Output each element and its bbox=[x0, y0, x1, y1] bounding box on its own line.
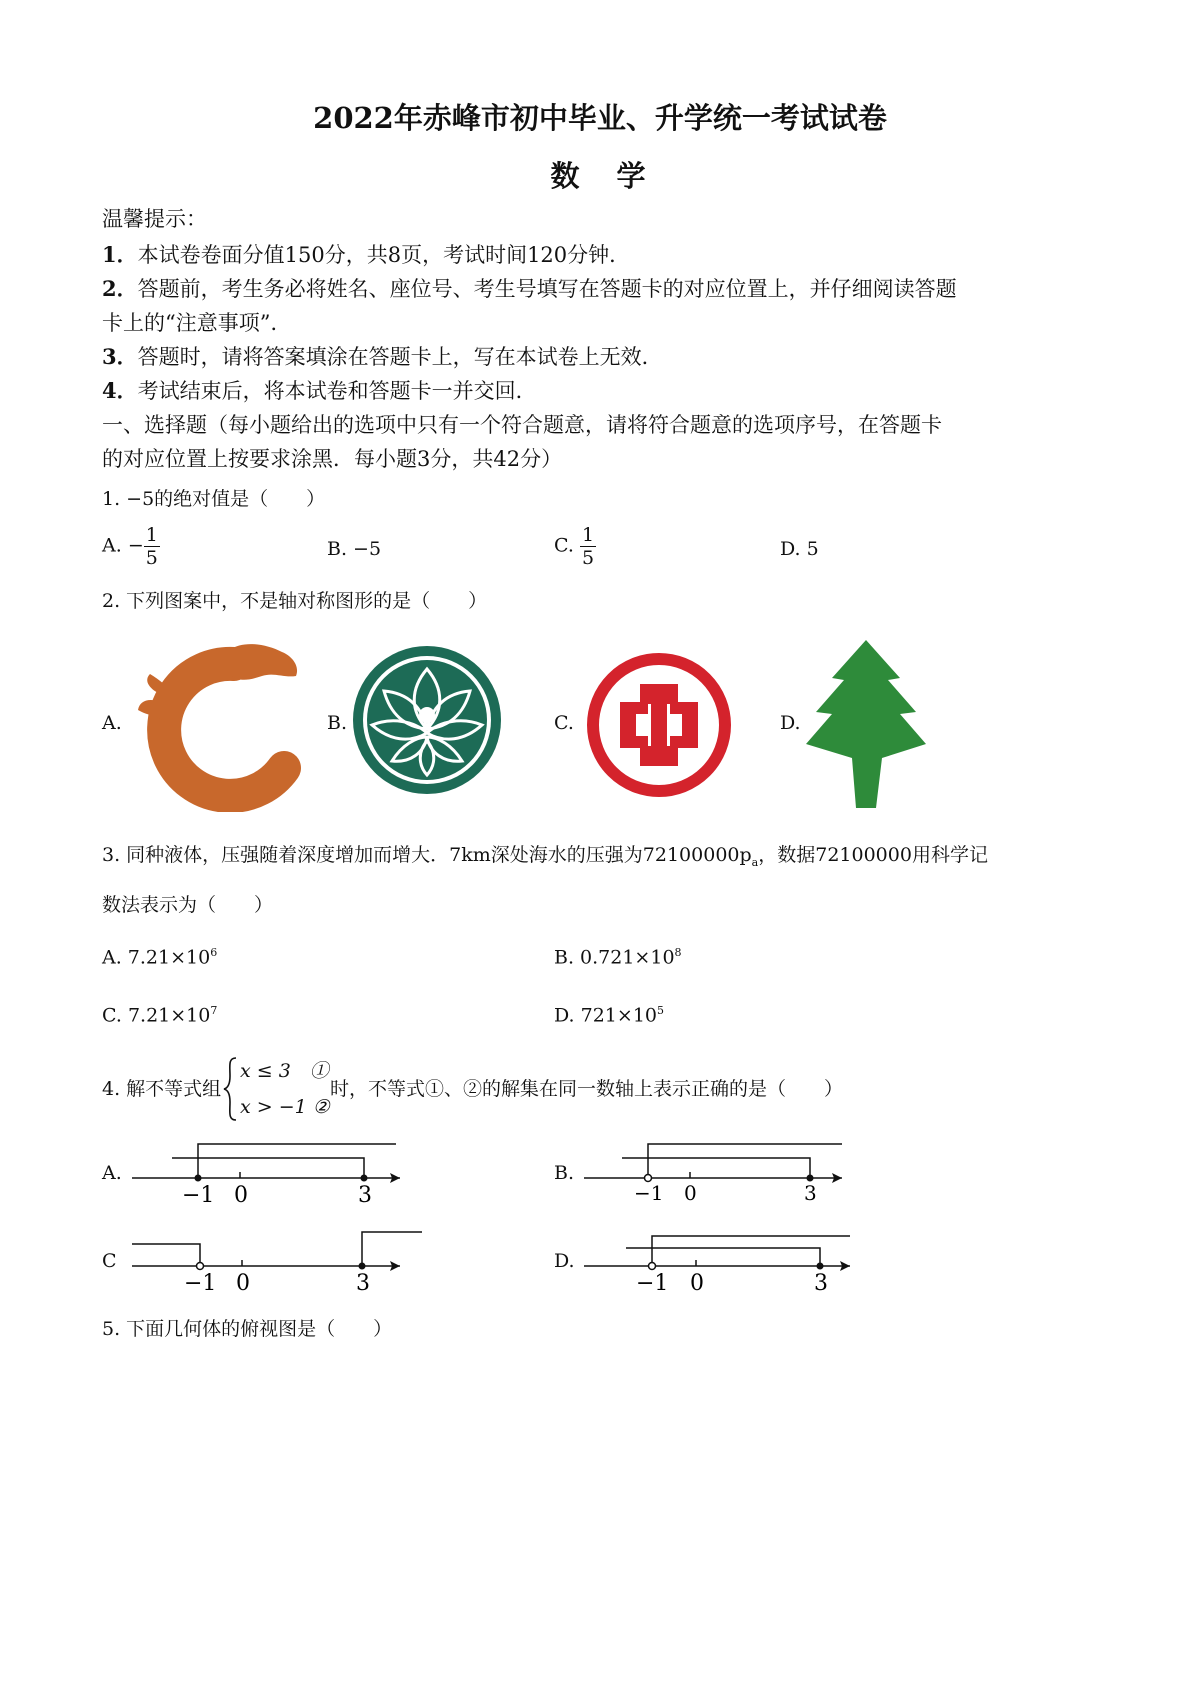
number-line-d bbox=[580, 1222, 860, 1300]
notice-item-4 bbox=[102, 376, 537, 406]
q4-label-b: B. bbox=[554, 1162, 575, 1184]
fraction bbox=[580, 524, 596, 569]
q1-option-b: B. −5 bbox=[327, 538, 382, 560]
q3-stem-part1: 3. 同种液体，压强随着深度增加而增大．7km深处海水的压强为72100000 bbox=[102, 844, 740, 866]
tick-label: −1 bbox=[184, 1271, 217, 1296]
question-3-stem-cont: 数法表示为（ ） bbox=[102, 894, 274, 916]
inequality-1: x ≤ 3 ① bbox=[240, 1060, 329, 1082]
tick-label: 0 bbox=[684, 1181, 697, 1205]
tick-label: 0 bbox=[236, 1271, 250, 1296]
notice-item-3 bbox=[102, 342, 663, 372]
q1-option-d: D. 5 bbox=[780, 538, 819, 560]
tick-label: −1 bbox=[636, 1271, 669, 1296]
exponent: 8 bbox=[674, 946, 682, 959]
bank-logo-image bbox=[584, 650, 734, 800]
brace-icon bbox=[222, 1056, 238, 1122]
number-line-a bbox=[128, 1136, 408, 1212]
notice-num: 1． bbox=[102, 242, 138, 267]
minus-sign: − bbox=[127, 534, 144, 557]
question-5-stem: 5. 下面几何体的俯视图是（ ） bbox=[102, 1318, 393, 1340]
tick-label: 3 bbox=[356, 1271, 370, 1296]
q3-option-b bbox=[554, 946, 682, 968]
tick-label: −1 bbox=[182, 1183, 215, 1208]
q3-option-a bbox=[102, 946, 217, 968]
q2-label-d: D. bbox=[780, 712, 801, 734]
question-2-stem: 2. 下列图案中，不是轴对称图形的是（ ） bbox=[102, 590, 488, 612]
option-label: C. bbox=[554, 534, 574, 557]
q4-label-d: D. bbox=[554, 1250, 575, 1272]
q2-label-a: A. bbox=[102, 712, 122, 734]
subject-title: 数 学 bbox=[550, 159, 650, 193]
notice-text: 答题时，请将答案填涂在答题卡上，写在本试卷上无效． bbox=[137, 345, 663, 369]
question-3-stem bbox=[102, 842, 988, 876]
q4-label-a: A. bbox=[102, 1162, 122, 1184]
notice-num: 2． bbox=[102, 276, 138, 301]
tick-label: 0 bbox=[690, 1271, 704, 1296]
notice-item-2 bbox=[102, 274, 957, 304]
tick-label: 0 bbox=[234, 1183, 248, 1208]
notice-text: 本试卷卷面分值150分，共8页，考试时间120分钟． bbox=[137, 243, 631, 267]
option-label: A. bbox=[102, 534, 122, 557]
q3-option-c bbox=[102, 1004, 217, 1026]
number-line-b bbox=[580, 1136, 860, 1212]
dragon-c-logo-image bbox=[134, 636, 314, 812]
denominator: 5 bbox=[581, 547, 595, 569]
tree-logo-image bbox=[804, 640, 928, 808]
tick-label: 3 bbox=[814, 1271, 828, 1296]
notice-item-2-cont: 卡上的“注意事项”． bbox=[102, 311, 292, 335]
q4-stem-pre: 4. 解不等式组 bbox=[102, 1078, 222, 1100]
pressure-unit-sub: a bbox=[751, 855, 759, 869]
q4-label-c: C bbox=[102, 1250, 117, 1272]
option-text: D. 721×10 bbox=[554, 1004, 657, 1027]
option-text: B. 0.721×10 bbox=[554, 946, 675, 969]
q2-label-b: B. bbox=[327, 712, 348, 734]
notice-item-1 bbox=[102, 240, 630, 270]
lotus-circle-logo-image bbox=[352, 645, 502, 795]
denominator: 5 bbox=[145, 547, 158, 569]
exponent: 7 bbox=[210, 1004, 218, 1017]
section-1-heading-cont: 的对应位置上按要求涂黑．每小题3分，共42分） bbox=[102, 447, 563, 471]
numerator: 1 bbox=[145, 524, 158, 546]
q1-option-c bbox=[554, 524, 596, 569]
question-1-stem: 1. −5的绝对值是（ ） bbox=[102, 488, 326, 510]
notice-text: 答题前，考生务必将姓名、座位号、考生号填写在答题卡的对应位置上，并仔细阅读答题 bbox=[137, 277, 957, 301]
tick-label: −1 bbox=[634, 1181, 664, 1205]
notice-num: 4． bbox=[102, 378, 138, 403]
q4-stem-post: 时，不等式①、②的解集在同一数轴上表示正确的是（ ） bbox=[330, 1078, 844, 1100]
section-1-heading: 一、选择题（每小题给出的选项中只有一个符合题意，请将符合题意的选项序号，在答题卡 bbox=[102, 413, 942, 437]
notice-heading: 温馨提示： bbox=[102, 207, 207, 231]
q3-option-d bbox=[554, 1004, 664, 1026]
exam-title: 2022年赤峰市初中毕业、升学统一考试试卷 bbox=[313, 101, 887, 135]
inequality-2: x > −1 ② bbox=[240, 1096, 330, 1118]
q1-option-a bbox=[102, 524, 160, 569]
fraction bbox=[144, 524, 160, 569]
option-text: C. 7.21×10 bbox=[102, 1004, 211, 1027]
tick-label: 3 bbox=[804, 1181, 817, 1205]
number-line-c bbox=[128, 1222, 428, 1300]
q3-stem-part2: ，数据72100000用科学记 bbox=[758, 844, 988, 866]
option-text: A. 7.21×10 bbox=[102, 946, 211, 969]
exponent: 6 bbox=[210, 946, 218, 959]
tick-label: 3 bbox=[358, 1183, 372, 1208]
q2-label-c: C. bbox=[554, 712, 574, 734]
notice-text: 考试结束后，将本试卷和答题卡一并交回． bbox=[137, 379, 537, 403]
numerator: 1 bbox=[581, 524, 595, 546]
exponent: 5 bbox=[657, 1004, 664, 1017]
notice-num: 3． bbox=[102, 344, 138, 369]
pressure-unit: p bbox=[739, 844, 752, 866]
